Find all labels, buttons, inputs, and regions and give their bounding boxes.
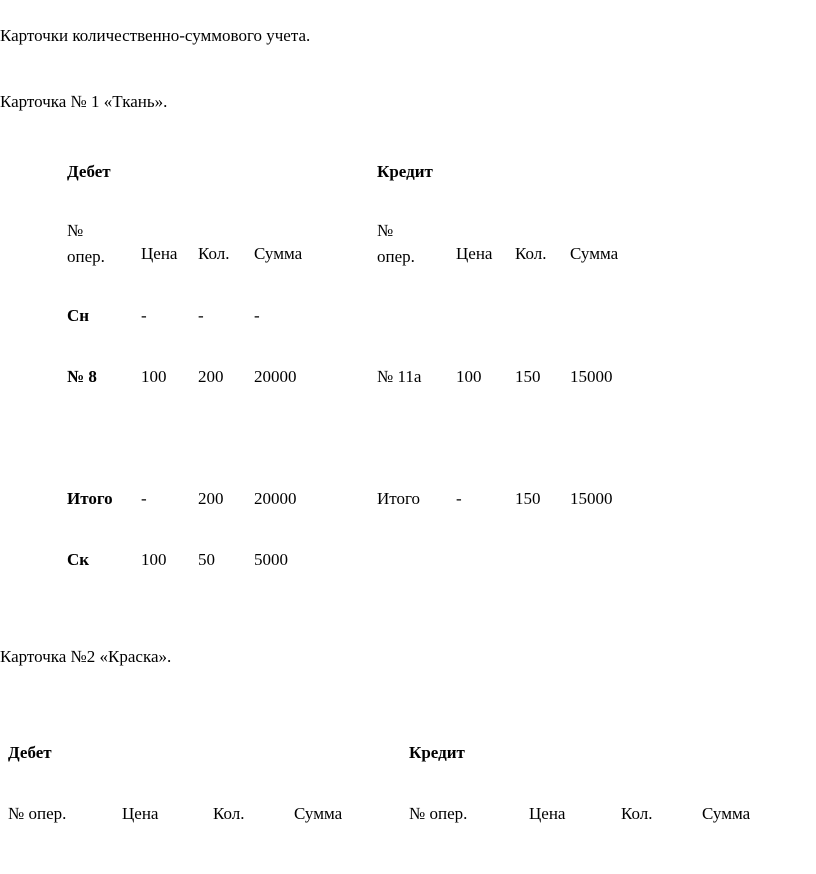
card1-row-sn-price: - [141,306,147,325]
card2-credit-col-qty: Кол. [621,804,653,823]
card1-credit-col-opnum [377,218,415,270]
card1-debit-heading: Дебет [67,162,111,181]
card1-row-op-debit-price: 100 [141,367,167,386]
document-title: Карточки количественно-суммового учета. [0,26,311,45]
card1-title: Карточка № 1 «Ткань». [0,92,168,111]
card1-credit-heading: Кредит [377,162,433,181]
card1-credit-col-qty: Кол. [515,244,547,263]
card1-row-sk-qty: 50 [198,550,215,569]
card2-credit-col-price: Цена [529,804,566,823]
card1-row-total-credit-qty: 150 [515,489,541,508]
card1-row-op-credit-sum: 15000 [570,367,613,386]
card2-title: Карточка №2 «Краска». [0,647,172,666]
card1-row-op-credit-label: № 11а [377,367,422,386]
card1-row-total-credit-sum: 15000 [570,489,613,508]
card2-debit-heading: Дебет [8,743,52,762]
card1-debit-col-opnum [67,218,105,270]
card1-debit-col-price: Цена [141,244,178,263]
card1-row-sk-sum: 5000 [254,550,288,569]
card1-row-op-credit-price: 100 [456,367,482,386]
card1-row-total-debit-qty: 200 [198,489,224,508]
card1-row-sn-qty: - [198,306,204,325]
card2-debit-col-sum: Сумма [294,804,343,823]
card1-row-total-debit-label: Итого [67,489,113,508]
card2-debit-col-qty: Кол. [213,804,245,823]
card1-credit-col-opnum-line1: № [377,221,394,240]
card2-credit-col-sum: Сумма [702,804,751,823]
card1-row-op-debit-label: № 8 [67,367,97,386]
card1-row-total-debit-sum: 20000 [254,489,297,508]
card1-debit-col-opnum-line2: опер. [67,247,105,266]
card1-row-op-debit-qty: 200 [198,367,224,386]
card2-credit-heading: Кредит [409,743,465,762]
card1-row-total-debit-price: - [141,489,147,508]
card1-debit-col-qty: Кол. [198,244,230,263]
card1-credit-col-opnum-line2: опер. [377,247,415,266]
card1-credit-col-price: Цена [456,244,493,263]
card1-credit-col-sum: Сумма [570,244,619,263]
card1-row-sk-label: Ск [67,550,90,569]
card1-row-sn-sum: - [254,306,260,325]
card2-credit-col-opnum: № опер. [409,804,468,823]
card2-debit-col-price: Цена [122,804,159,823]
card1-debit-col-sum: Сумма [254,244,303,263]
card1-row-total-credit-label: Итого [377,489,421,508]
card1-row-sk-price: 100 [141,550,167,569]
card1-row-sn-label: Сн [67,306,90,325]
card1-row-total-credit-price: - [456,489,462,508]
card1-debit-col-opnum-line1: № [67,221,84,240]
card1-row-op-debit-sum: 20000 [254,367,297,386]
card2-debit-col-opnum: № опер. [8,804,67,823]
card1-row-op-credit-qty: 150 [515,367,541,386]
